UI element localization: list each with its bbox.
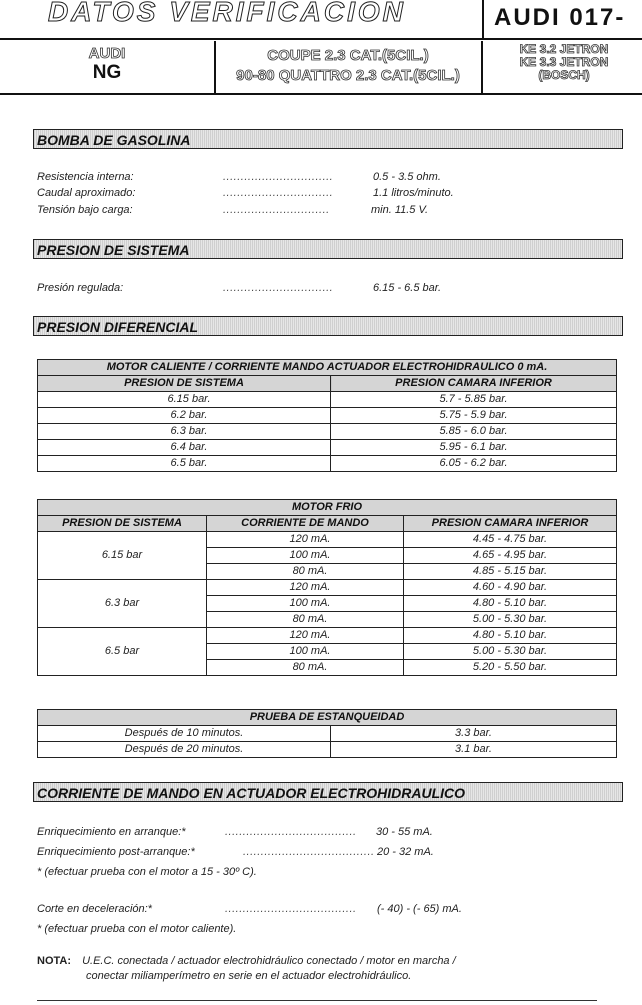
spec-label: Caudal aproximado: (37, 187, 136, 199)
spec-label: Presión regulada: (37, 282, 124, 294)
table-cell: 5.00 - 5.30 bar. (404, 644, 617, 660)
section-presion-sistema: PRESION DE SISTEMA (33, 239, 623, 259)
table-row (38, 440, 617, 456)
table-row (38, 456, 617, 472)
nota-text: U.E.C. conectada / actuador electrohidráulico conectado / motor en marcha / (82, 955, 456, 967)
table-row (38, 424, 617, 440)
table-cell: 6.15 bar. (38, 392, 331, 408)
table-estanqueidad (37, 709, 617, 758)
table-cell: 80 mA. (207, 660, 404, 676)
pressure-cell: 6.5 bar (38, 628, 207, 676)
spec-label: Corte en deceleración:* (37, 903, 152, 915)
table-cell: 4.85 - 5.15 bar. (404, 564, 617, 580)
table-row (38, 392, 617, 408)
table-cell: 5.95 - 6.1 bar. (331, 440, 617, 456)
table-cell: 120 mA. (207, 628, 404, 644)
table-cell: 5.7 - 5.85 bar. (331, 392, 617, 408)
system-line2: KE 3.3 JETRON (519, 55, 609, 69)
table-cell: 100 mA. (207, 548, 404, 564)
table-row (38, 726, 617, 742)
spec-value: 30 - 55 mA. (376, 826, 433, 838)
note-temperatura: * (efectuar prueba con el motor a 15 - 30º C). (37, 866, 257, 878)
spec-value: 6.15 - 6.5 bar. (373, 282, 442, 294)
table-title: PRUEBA DE ESTANQUEIDAD (38, 710, 617, 726)
table-cell: 6.5 bar. (38, 456, 331, 472)
make-line1: AUDI (88, 45, 126, 62)
column-header: PRESION DE SISTEMA (38, 376, 331, 392)
table-cell: 5.75 - 5.9 bar. (331, 408, 617, 424)
pressure-cell: 6.3 bar (38, 580, 207, 628)
table-cell: 4.65 - 4.95 bar. (404, 548, 617, 564)
brand-code: AUDI 017- (494, 4, 626, 31)
table-cell: 80 mA. (207, 564, 404, 580)
model-cell (216, 41, 480, 94)
table-cell: 100 mA. (207, 596, 404, 612)
table-motor-caliente (37, 359, 617, 472)
section-presion-diferencial: PRESION DIFERENCIAL (33, 316, 623, 336)
spec-dots: ............................... (223, 171, 334, 183)
table-cell: 100 mA. (207, 644, 404, 660)
note-motor-caliente: * (efectuar prueba con el motor caliente). (37, 923, 237, 935)
table-row (38, 580, 617, 596)
column-header: PRESION DE SISTEMA (38, 516, 207, 532)
table-cell: Después de 10 minutos. (38, 726, 331, 742)
table-cell: 6.4 bar. (38, 440, 331, 456)
system-cell (484, 41, 642, 94)
spec-value: (- 40) - (- 65) mA. (377, 903, 462, 915)
system-line1: KE 3.2 JETRON (519, 42, 609, 56)
table-cell: 3.3 bar. (331, 726, 617, 742)
table-cell: 80 mA. (207, 612, 404, 628)
table-row (38, 628, 617, 644)
bottom-rule (37, 1000, 597, 1001)
spec-value: 20 - 32 mA. (377, 846, 434, 858)
table-cell: 5.85 - 6.0 bar. (331, 424, 617, 440)
spec-label: Tensión bajo carga: (37, 204, 133, 216)
table-row (38, 532, 617, 548)
column-header: PRESION CAMARA INFERIOR (404, 516, 617, 532)
spec-dots: ............................... (223, 187, 334, 199)
spec-dots: ..................................... (243, 846, 375, 858)
table-row (38, 408, 617, 424)
system-line3: (BOSCH) (538, 68, 590, 82)
column-header: PRESION CAMARA INFERIOR (331, 376, 617, 392)
spec-dots: ............................... (223, 282, 334, 294)
table-cell: 5.20 - 5.50 bar. (404, 660, 617, 676)
table-cell: 3.1 bar. (331, 742, 617, 758)
table-cell: 120 mA. (207, 580, 404, 596)
table-cell: 120 mA. (207, 532, 404, 548)
section-corriente-mando: CORRIENTE DE MANDO EN ACTUADOR ELECTROHIDRAULICO (33, 782, 623, 802)
spec-dots: .............................. (223, 204, 330, 216)
pressure-cell: 6.15 bar (38, 532, 207, 580)
spec-value: min. 11.5 V. (371, 204, 429, 216)
make-line2: NG (92, 62, 122, 83)
table-cell: 4.80 - 5.10 bar. (404, 628, 617, 644)
table-cell: Después de 20 minutos. (38, 742, 331, 758)
spec-value: 1.1 litros/minuto. (373, 187, 454, 199)
table-cell: 4.80 - 5.10 bar. (404, 596, 617, 612)
table-title: MOTOR FRIO (38, 500, 617, 516)
table-title: MOTOR CALIENTE / CORRIENTE MANDO ACTUADOR ELECTROHIDRAULICO 0 mA. (38, 360, 617, 376)
nota-line2: conectar miliamperímetro en serie en el actuador electrohidráulico. (86, 970, 412, 982)
table-cell: 4.45 - 4.75 bar. (404, 532, 617, 548)
spec-dots: ..................................... (225, 826, 357, 838)
table-cell: 5.00 - 5.30 bar. (404, 612, 617, 628)
spec-label: Resistencia interna: (37, 171, 134, 183)
spec-dots: ..................................... (225, 903, 357, 915)
spec-label: Enriquecimiento post-arranque:* (37, 846, 195, 858)
table-cell: 4.60 - 4.90 bar. (404, 580, 617, 596)
nota-label: NOTA: (37, 955, 72, 967)
model-line1: COUPE 2.3 CAT.(5CIL.) (267, 47, 429, 64)
header-divider-2 (481, 41, 483, 94)
table-cell: 6.3 bar. (38, 424, 331, 440)
make-cell (0, 41, 214, 94)
section-bomba-gasolina: BOMBA DE GASOLINA (33, 129, 623, 149)
table-cell: 6.2 bar. (38, 408, 331, 424)
model-line2: 90-80 QUATTRO 2.3 CAT.(5CIL.) (236, 67, 460, 84)
nota-line1 (37, 955, 456, 967)
table-cell: 6.05 - 6.2 bar. (331, 456, 617, 472)
spec-value: 0.5 - 3.5 ohm. (373, 171, 441, 183)
column-header: CORRIENTE DE MANDO (207, 516, 404, 532)
header-rule-top (0, 38, 642, 40)
page-title: DATOS VERIFICACION (48, 0, 406, 27)
spec-label: Enriquecimiento en arranque:* (37, 826, 186, 838)
table-row (38, 742, 617, 758)
table-motor-frio (37, 499, 617, 676)
